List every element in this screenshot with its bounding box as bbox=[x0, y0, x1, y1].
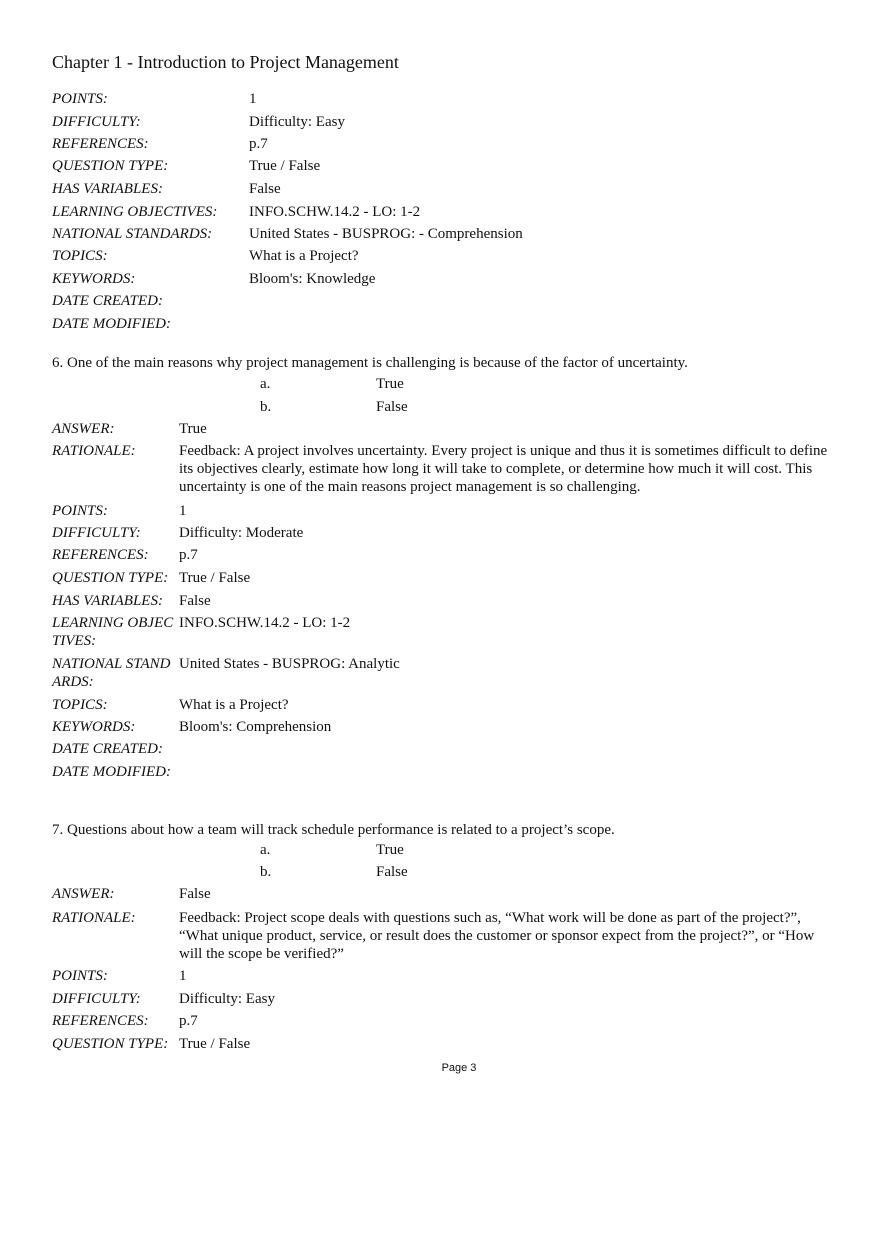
field-value: p.7 bbox=[179, 1013, 198, 1029]
rationale-label: RATIONALE: bbox=[52, 443, 136, 459]
rationale-text: Feedback: A project involves uncertainty. Every project is unique and thus it is sometimes difficult to define its objectives clearly, estimate how long it will take to complete, or determine how much it will cost. This uncertainty is one of the main reasons project management is so challenging. bbox=[179, 443, 828, 495]
field-value: United States - BUSPROG: Analytic bbox=[179, 656, 400, 672]
answer-value: True bbox=[179, 421, 207, 437]
field-label: REFERENCES: bbox=[52, 1013, 149, 1029]
field-value: True / False bbox=[179, 570, 251, 586]
field-value: INFO.SCHW.14.2 - LO: 1-2 bbox=[249, 204, 421, 220]
field-label: DIFFICULTY: bbox=[52, 114, 141, 130]
field-value: Difficulty: Easy bbox=[249, 114, 345, 130]
field-label: REFERENCES: bbox=[52, 136, 149, 152]
field-label: DATE MODIFIED: bbox=[52, 764, 171, 780]
field-value: 1 bbox=[179, 503, 187, 519]
answer-label: ANSWER: bbox=[52, 886, 115, 902]
field-label: KEYWORDS: bbox=[52, 719, 136, 735]
option-letter: a. bbox=[260, 842, 271, 858]
field-value: False bbox=[249, 181, 281, 197]
field-label: TOPICS: bbox=[52, 697, 108, 713]
option-letter: b. bbox=[260, 399, 272, 415]
field-label: DIFFICULTY: bbox=[52, 991, 141, 1007]
field-value: 1 bbox=[249, 91, 257, 107]
field-value: True / False bbox=[249, 158, 321, 174]
answer-label: ANSWER: bbox=[52, 421, 115, 437]
field-label: QUESTION TYPE: bbox=[52, 158, 169, 174]
field-label: DATE MODIFIED: bbox=[52, 316, 171, 332]
field-value: p.7 bbox=[249, 136, 268, 152]
field-value: p.7 bbox=[179, 547, 198, 563]
question-text: 7. Questions about how a team will track schedule performance is related to a project’s scope. bbox=[52, 822, 615, 838]
field-label: TOPICS: bbox=[52, 248, 108, 264]
field-label: DATE CREATED: bbox=[52, 293, 163, 309]
field-value: Bloom's: Knowledge bbox=[249, 271, 376, 287]
option-text: True bbox=[376, 376, 404, 392]
question-text: 6. One of the main reasons why project management is challenging is because of the factor of uncertainty. bbox=[52, 355, 688, 371]
option-text: False bbox=[376, 399, 408, 415]
field-label: HAS VARIABLES: bbox=[52, 181, 163, 197]
option-letter: a. bbox=[260, 376, 271, 392]
rationale-label: RATIONALE: bbox=[52, 910, 136, 926]
field-value: False bbox=[179, 593, 211, 609]
field-value: True / False bbox=[179, 1036, 251, 1052]
option-text: False bbox=[376, 864, 408, 880]
field-label: QUESTION TYPE: bbox=[52, 570, 169, 586]
answer-value: False bbox=[179, 886, 211, 902]
page-number: Page 3 bbox=[441, 1062, 477, 1074]
field-value: Difficulty: Easy bbox=[179, 991, 275, 1007]
field-value: Bloom's: Comprehension bbox=[179, 719, 332, 735]
field-label: LEARNING OBJECTIVES: bbox=[52, 204, 218, 220]
field-label: HAS VARIABLES: bbox=[52, 593, 163, 609]
field-label: POINTS: bbox=[52, 503, 108, 519]
field-value: What is a Project? bbox=[249, 248, 359, 264]
field-label: KEYWORDS: bbox=[52, 271, 136, 287]
field-value: What is a Project? bbox=[179, 697, 289, 713]
field-label: NATIONAL STANDARDS: bbox=[52, 226, 213, 242]
field-label: NATIONAL STANDARDS: bbox=[52, 656, 171, 690]
field-label: DATE CREATED: bbox=[52, 741, 163, 757]
field-value: United States - BUSPROG: - Comprehension bbox=[249, 226, 523, 242]
field-label: REFERENCES: bbox=[52, 547, 149, 563]
field-label: DIFFICULTY: bbox=[52, 525, 141, 541]
option-text: True bbox=[376, 842, 404, 858]
field-label: POINTS: bbox=[52, 91, 108, 107]
field-label: POINTS: bbox=[52, 968, 108, 984]
rationale-text: Feedback: Project scope deals with questions such as, “What work will be done as part of the project?”, “What unique product, service, or result does the customer or sponsor expect from the project?”, or “How will the scope be verified?” bbox=[179, 910, 815, 962]
field-label: QUESTION TYPE: bbox=[52, 1036, 169, 1052]
option-letter: b. bbox=[260, 864, 272, 880]
page-title: Chapter 1 - Introduction to Project Management bbox=[52, 52, 399, 72]
field-label: LEARNING OBJECTIVES: bbox=[52, 615, 174, 649]
field-value: 1 bbox=[179, 968, 187, 984]
field-value: INFO.SCHW.14.2 - LO: 1-2 bbox=[179, 615, 351, 631]
field-value: Difficulty: Moderate bbox=[179, 525, 304, 541]
